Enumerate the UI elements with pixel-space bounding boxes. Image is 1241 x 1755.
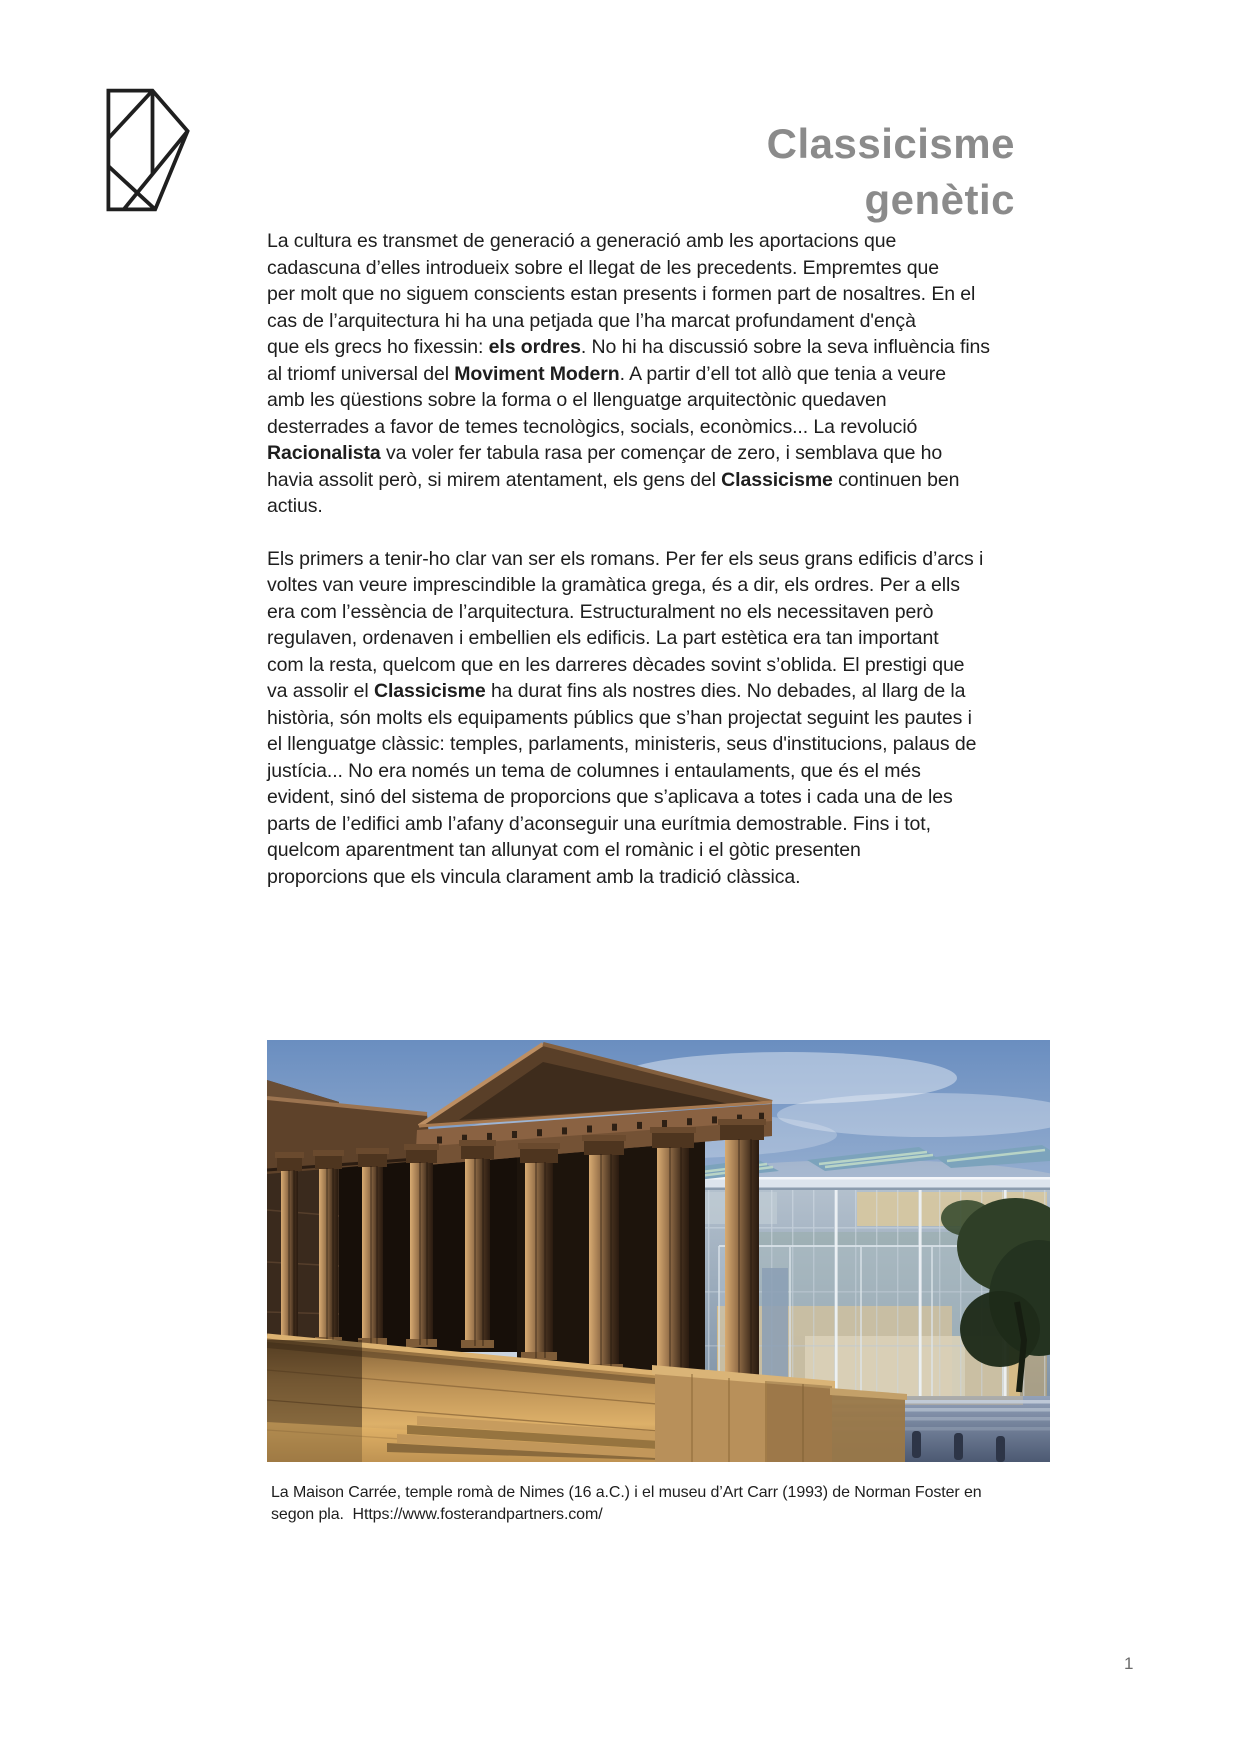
text-line: història, són molts els equipaments públics que s’han projectat seguint les pautes i bbox=[267, 706, 972, 729]
text-line: amb les qüestions sobre la forma o el llenguatge arquitectònic quedaven bbox=[267, 389, 887, 411]
page-title-line1: Classicisme bbox=[766, 120, 1015, 168]
text-line: Els primers a tenir-ho clar van ser els romans. Per fer els seus grans edificis d’arcs i bbox=[267, 547, 984, 570]
text-line: voltes van veure imprescindible la gramàtica grega, és a dir, els ordres. Per a ells bbox=[267, 574, 960, 596]
text-line: La cultura es transmet de generació a generació amb les aportacions que bbox=[267, 230, 897, 252]
text-line: quelcom aparentment tan allunyat com el romànic i el gòtic presenten bbox=[267, 839, 861, 861]
text-line: per molt que no siguem conscients estan presents i formen part de nosaltres. En el bbox=[267, 283, 976, 305]
page-number: 1 bbox=[1124, 1654, 1134, 1673]
figure-photo bbox=[267, 1040, 1050, 1462]
text-line: com la resta, quelcom que en les darreres dècades sovint s’oblida. El prestigi que bbox=[267, 653, 965, 676]
text-line: parts de l’edifici amb l’afany d’aconseguir una eurítmia demostrable. Fins i tot, bbox=[267, 812, 931, 835]
publisher-logo bbox=[103, 86, 193, 214]
dusk-photo-maison-carree-carre-dart bbox=[267, 1040, 1050, 1462]
figure-caption-line2: segon pla. Https://www.fosterandpartners.com/ bbox=[271, 1505, 603, 1523]
text-line: va assolir el Classicisme ha durat fins als nostres dies. No debades, al llarg de la bbox=[267, 680, 966, 702]
text-line: actius. bbox=[267, 495, 323, 517]
text-line: evident, sinó del sistema de proporcions que s’aplicava a totes i cada una de les bbox=[267, 786, 953, 808]
text-line: justícia... No era només un tema de columnes i entaulaments, que és el més bbox=[267, 759, 921, 782]
text-line: que els grecs ho fixessin: els ordres. No hi ha discussió sobre la seva influència fins bbox=[267, 336, 990, 358]
page-title bbox=[767, 116, 1015, 228]
text-line: el llenguatge clàssic: temples, parlaments, ministeris, seus d'institucions, palaus de bbox=[267, 733, 977, 755]
body-paragraph bbox=[267, 228, 990, 520]
text-line: regulaven, ordenaven i embellien els edificis. La part estètica era tan important bbox=[267, 627, 939, 649]
text-line: Racionalista va voler fer tabula rasa per començar de zero, i semblava que ho bbox=[267, 442, 943, 464]
text-line: cas de l’arquitectura hi ha una petjada que l’ha marcat profundament d'ençà bbox=[267, 309, 916, 332]
figure-caption-line1: La Maison Carrée, temple romà de Nimes (16 a.C.) i el museu d’Art Carr (1993) de Norman Foster en bbox=[271, 1484, 982, 1501]
text-line: era com l’essència de l’arquitectura. Estructuralment no els necessitaven però bbox=[267, 600, 934, 623]
geometric-d-logo-icon bbox=[103, 86, 193, 214]
text-line: desterrades a favor de temes tecnològics, socials, econòmics... La revolució bbox=[267, 415, 918, 438]
article-body bbox=[267, 228, 990, 890]
text-line: proporcions que els vincula clarament amb la tradició clàssica. bbox=[267, 865, 801, 888]
body-paragraph bbox=[267, 546, 990, 891]
figure-caption bbox=[271, 1482, 982, 1525]
page-title-line2: genètic bbox=[864, 176, 1015, 224]
text-line: havia assolit però, si mirem atentament, els gens del Classicisme continuen ben bbox=[267, 468, 960, 491]
text-line: al triomf universal del Moviment Modern. A partir d’ell tot allò que tenia a veure bbox=[267, 362, 946, 385]
text-line: cadascuna d’elles introdueix sobre el llegat de les precedents. Empremtes que bbox=[267, 256, 939, 279]
